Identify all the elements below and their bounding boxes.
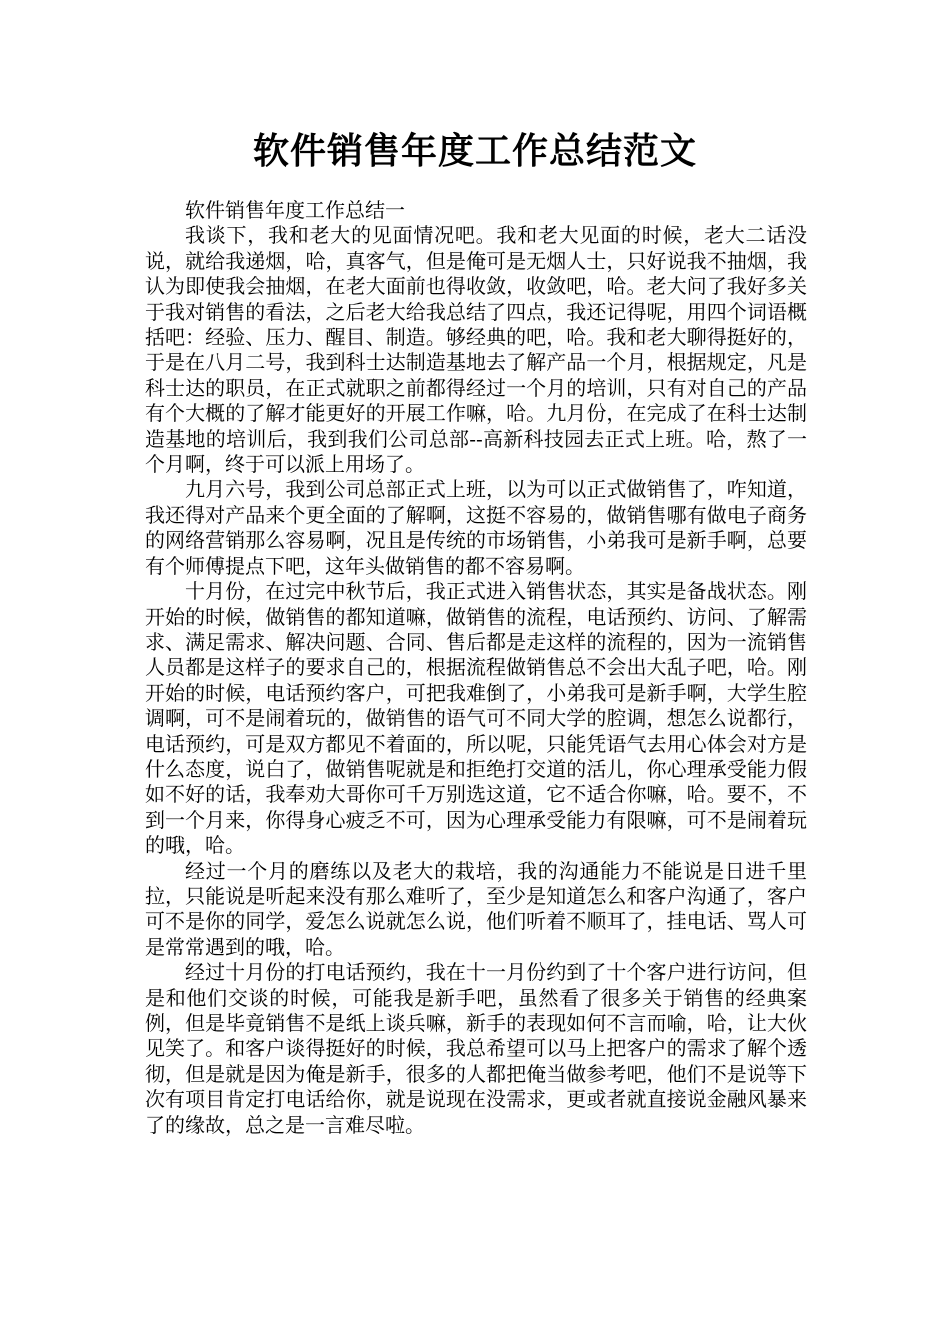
paragraph: 十月份，在过完中秋节后，我正式进入销售状态，其实是备战状态。刚开始的时候，做销售的都知道嘛，做销售的流程，电话预约、访问、了解需求、满足需求、解决问题、合同、售后都是走这样的流程的，因为一流销售人员都是这样子的要求自己的，根据流程做销售总不会出大乱子吧，哈。刚开始的时候，电话预约客户，可把我难倒了，小弟我可是新手啊，大学生腔调啊，可不是闹着玩的，做销售的语气可不同大学的腔调，想怎么说都行，电话预约，可是双方都见不着面的，所以呢，只能凭语气去用心体会对方是什么态度，说白了，做销售呢就是和拒绝打交道的活儿，你心理承受能力假如不好的话，我奉劝大哥你可千万别选这道，它不适合你嘛，哈。要不，不到一个月来，你得身心疲乏不可，因为心理承受能力有限嘛，可不是闹着玩的哦，哈。 <box>145 579 807 858</box>
document-title: 软件销售年度工作总结范文 <box>252 131 697 172</box>
section-heading: 软件销售年度工作总结一 <box>185 198 405 222</box>
document-body <box>145 198 807 1138</box>
paragraph: 经过一个月的磨练以及老大的栽培，我的沟通能力不能说是日进千里拉，只能说是听起来没有那么难听了，至少是知道怎么和客户沟通了，客户可不是你的同学，爱怎么说就怎么说，他们听着不顺耳了，挂电话、骂人可是常常遇到的哦，哈。 <box>145 858 807 959</box>
paragraph: 经过十月份的打电话预约，我在十一月份约到了十个客户进行访问，但是和他们交谈的时候，可能我是新手吧，虽然看了很多关于销售的经典案例，但是毕竟销售不是纸上谈兵嘛，新手的表现如何不言而喻，哈，让大伙见笑了。和客户谈得挺好的时候，我总希望可以马上把客户的需求了解个透彻，但是就是因为俺是新手，很多的人都把俺当做参考吧，他们不是说等下次有项目肯定打电话给你，就是说现在没需求，更或者就直接说金融风暴来了的缘故，总之是一言难尽啦。 <box>145 960 807 1137</box>
paragraph: 九月六号，我到公司总部正式上班，以为可以正式做销售了，咋知道，我还得对产品来个更全面的了解啊，这挺不容易的，做销售哪有做电子商务的网络营销那么容易啊，况且是传统的市场销售，小弟我可是新手啊，总要有个师傅提点下吧，这年头做销售的都不容易啊。 <box>145 477 807 578</box>
paragraph: 我谈下，我和老大的见面情况吧。我和老大见面的时候，老大二话没说，就给我递烟，哈，真客气，但是俺可是无烟人士，只好说我不抽烟，我认为即使我会抽烟，在老大面前也得收敛，收敛吧，哈。老大问了我好多关于我对销售的看法，之后老大给我总结了四点，我还记得呢，用四个词语概括吧：经验、压力、醒目、制造。够经典的吧，哈。我和老大聊得挺好的，于是在八月二号，我到科士达制造基地去了解产品一个月，根据规定，凡是科士达的职员，在正式就职之前都得经过一个月的培训，只有对自己的产品有个大概的了解才能更好的开展工作嘛，哈。九月份，在完成了在科士达制造基地的培训后，我到我们公司总部--高新科技园去正式上班。哈，熬了一个月啊，终于可以派上用场了。 <box>145 223 807 477</box>
